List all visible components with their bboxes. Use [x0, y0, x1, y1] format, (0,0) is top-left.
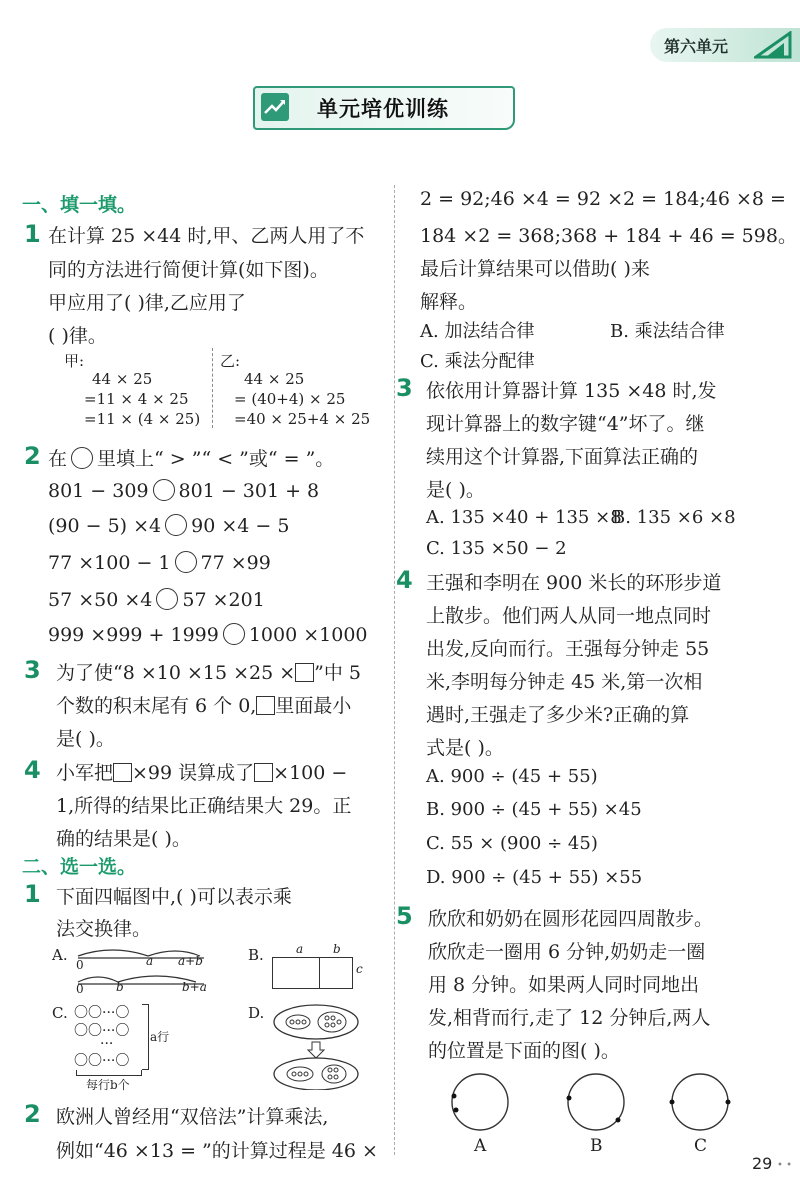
- option-d-label[interactable]: D.: [248, 1004, 265, 1022]
- compare-left: 999 ×999 + 1999: [48, 624, 219, 646]
- rect-b: [318, 957, 353, 989]
- rq4-line1: 王强和李明在 900 米长的环形步道: [426, 572, 722, 594]
- compare-row: [48, 623, 368, 646]
- option-b[interactable]: B. 135 ×6 ×8: [612, 507, 736, 528]
- option-a[interactable]: A. 加法结合律: [420, 321, 535, 342]
- option-d[interactable]: D. 900 ÷ (45 + 55) ×55: [426, 867, 643, 888]
- answer-box[interactable]: [113, 763, 132, 782]
- rq4-line3: 出发,反向而行。王强每分钟走 55: [426, 638, 710, 660]
- compare-row: [48, 514, 289, 537]
- answer-circle[interactable]: [71, 447, 93, 469]
- compare-right: 801 − 301 + 8: [178, 480, 320, 502]
- option-c[interactable]: C. 135 ×50 − 2: [426, 538, 567, 559]
- rect-a: [272, 957, 320, 989]
- circle-b[interactable]: [568, 1074, 624, 1130]
- compare-left: (90 − 5) ×4: [48, 515, 162, 537]
- question-number: 3: [396, 374, 413, 402]
- tick-a-plus-b: a+b: [178, 954, 203, 968]
- q2-intro-b: 里填上“ > ”“ < ”或“ = ”。: [97, 448, 335, 470]
- rq4-line4: 米,李明每分钟走 45 米,第一次相: [426, 671, 703, 693]
- circle-row: 〇〇···〇: [74, 1053, 130, 1069]
- rq5-line5: 的位置是下面的图( )。: [428, 1040, 620, 1062]
- circle-label-b: B: [590, 1136, 603, 1156]
- jia-step3: =11 × (4 × 25): [84, 410, 201, 428]
- option-b[interactable]: B. 乘法结合律: [610, 321, 725, 342]
- question-number: 2: [24, 1100, 41, 1128]
- page-dots: • •: [777, 1160, 792, 1171]
- question-number: 4: [396, 566, 413, 594]
- q4-text: 小军把: [56, 762, 114, 784]
- q6-cont-1: 2 = 92;46 ×4 = 92 ×2 = 184;46 ×8 =: [420, 188, 786, 210]
- rq5-line2: 欣欣走一圈用 6 分钟,奶奶走一圈: [428, 941, 706, 963]
- rq4-line2: 上散步。他们两人从同一地点同时: [426, 605, 712, 627]
- yi-step2: = (40+4) × 25: [234, 390, 346, 408]
- circle-row: 〇〇···〇: [74, 1005, 130, 1021]
- q5-line2: 法交换律。: [56, 918, 152, 940]
- row-brace: [142, 1004, 149, 1070]
- option-c[interactable]: C. 乘法分配律: [420, 351, 535, 372]
- question-number: 5: [396, 902, 413, 930]
- answer-box[interactable]: [295, 663, 314, 682]
- yi-label: 乙:: [220, 352, 241, 370]
- answer-circle[interactable]: [156, 588, 178, 610]
- question-number: 4: [24, 756, 41, 784]
- compare-right: 90 ×4 − 5: [191, 515, 290, 537]
- yi-step3: =40 × 25+4 × 25: [234, 410, 371, 428]
- compare-left: 57 ×50 ×4: [48, 589, 153, 611]
- tick-0: 0: [76, 958, 84, 972]
- rq3-line2: 现计算器上的数字键“4”坏了。继: [426, 413, 705, 435]
- grouped-circles-diagram: [272, 1002, 362, 1090]
- per-row-label: 每行b个: [86, 1078, 130, 1092]
- compare-left: 801 − 309: [48, 480, 149, 502]
- side-a: a: [296, 942, 304, 956]
- question-number: 1: [24, 880, 41, 908]
- jia-step1: 44 × 25: [92, 370, 153, 388]
- rows-label: a行: [150, 1030, 170, 1044]
- compare-row: [48, 479, 319, 502]
- rq5-line4: 发,相背而行,走了 12 分钟后,两人: [428, 1007, 711, 1029]
- q2-intro: [48, 444, 334, 471]
- answer-circle[interactable]: [165, 514, 187, 536]
- triangle-ruler-icon: [754, 31, 794, 59]
- question-number: 1: [24, 220, 41, 248]
- unit-tag: [650, 28, 800, 62]
- tick-b: b: [116, 980, 124, 994]
- column-divider: [394, 185, 395, 1155]
- q3-text: ”中 5: [314, 662, 362, 684]
- option-c[interactable]: C. 55 × (900 ÷ 45): [426, 833, 598, 854]
- tick-0: 0: [76, 982, 84, 996]
- option-a[interactable]: A. 135 ×40 + 135 ×8: [426, 507, 622, 528]
- circle-label-c: C: [694, 1136, 708, 1156]
- compare-row: [48, 588, 265, 611]
- q4-text: ×99 误算成了: [132, 762, 255, 784]
- trend-chart-icon: [261, 93, 289, 121]
- q6-line1: 欧洲人曾经用“双倍法”计算乘法,: [56, 1106, 329, 1128]
- compare-right: 1000 ×1000: [248, 624, 368, 646]
- answer-circle[interactable]: [175, 551, 197, 573]
- jia-step2: =11 × 4 × 25: [84, 390, 189, 408]
- vertical-dots: ···: [100, 1036, 114, 1052]
- q1-line2: 同的方法进行简便计算(如下图)。: [48, 259, 329, 281]
- page-number: 29: [752, 1154, 773, 1173]
- q4-text: ×100 −: [273, 762, 348, 784]
- answer-box[interactable]: [256, 696, 275, 715]
- compare-row: [48, 551, 271, 574]
- q1-line4: ( )律。: [48, 325, 107, 347]
- option-a[interactable]: A. 900 ÷ (45 + 55): [426, 766, 598, 787]
- question-number: 3: [24, 656, 41, 684]
- question-number: 2: [24, 442, 41, 470]
- q3-text: 个数的积末尾有 6 个 0,: [56, 695, 257, 717]
- q3-text: 里面最小: [275, 695, 352, 717]
- rq3-line4: 是( )。: [426, 479, 485, 501]
- circle-label-a: A: [474, 1136, 487, 1156]
- page-title: 单元培优训练: [317, 97, 449, 121]
- page-title-box: [253, 86, 515, 130]
- answer-circle[interactable]: [223, 623, 245, 645]
- q2-intro-a: 在: [48, 448, 68, 470]
- compare-right: 77 ×99: [200, 552, 271, 574]
- circle-c[interactable]: [672, 1074, 728, 1130]
- q4-line1: [56, 758, 347, 785]
- jia-label: 甲:: [64, 352, 85, 370]
- q4-line3: 确的结果是( )。: [56, 828, 191, 850]
- rq4-line6: 式是( )。: [426, 737, 504, 759]
- q3-text: 为了使“8 ×10 ×15 ×25 ×: [56, 662, 296, 684]
- circle-a[interactable]: [452, 1074, 508, 1130]
- q1-line3: 甲应用了( )律,乙应用了: [48, 292, 246, 314]
- option-a-label[interactable]: A.: [52, 946, 68, 964]
- tick-b-plus-a: b+a: [182, 980, 207, 994]
- q3-line1: [56, 658, 361, 685]
- rq3-line3: 续用这个计算器,下面算法正确的: [426, 446, 699, 468]
- section-choose: 二、选一选。: [22, 856, 137, 878]
- tick-a: a: [146, 954, 154, 968]
- rq5-line1: 欣欣和奶奶在圆形花园四周散步。: [428, 908, 714, 930]
- rq5-line3: 用 8 分钟。如果两人同时同地出: [428, 974, 700, 996]
- answer-circle[interactable]: [153, 479, 175, 501]
- option-b-label[interactable]: B.: [248, 946, 264, 964]
- q6-cont-2: 184 ×2 = 368;368 + 184 + 46 = 598。: [420, 225, 797, 247]
- q6-cont-4: 解释。: [420, 291, 478, 313]
- q6-line2: 例如“46 ×13 = ”的计算过程是 46 ×: [56, 1140, 378, 1162]
- position-circles: [446, 1070, 746, 1132]
- q3-line3: 是( )。: [56, 728, 115, 750]
- rq4-line5: 遇时,王强走了多少米?正确的算: [426, 704, 690, 726]
- section-fill-in: 一、填一填。: [22, 194, 137, 216]
- compare-left: 77 ×100 − 1: [48, 552, 171, 574]
- q4-line2: 1,所得的结果比正确结果大 29。正: [56, 795, 352, 817]
- answer-box[interactable]: [254, 763, 273, 782]
- option-b[interactable]: B. 900 ÷ (45 + 55) ×45: [426, 799, 642, 820]
- rq3-line1: 依依用计算器计算 135 ×48 时,发: [426, 380, 717, 402]
- option-c-label[interactable]: C.: [52, 1004, 68, 1022]
- compare-right: 57 ×201: [182, 589, 265, 611]
- q5-line1: 下面四幅图中,( )可以表示乘: [56, 886, 292, 908]
- circle-row: 〇〇···〇: [74, 1023, 130, 1039]
- calc-divider: [212, 348, 213, 428]
- q1-line1: 在计算 25 ×44 时,甲、乙两人用了不: [48, 225, 365, 247]
- unit-tag-label: 第六单元: [664, 37, 729, 56]
- q3-line2: [56, 691, 351, 718]
- q6-cont-3: 最后计算结果可以借助( )来: [420, 258, 650, 280]
- side-b: b: [333, 942, 341, 956]
- yi-step1: 44 × 25: [244, 370, 305, 388]
- side-c: c: [356, 962, 363, 976]
